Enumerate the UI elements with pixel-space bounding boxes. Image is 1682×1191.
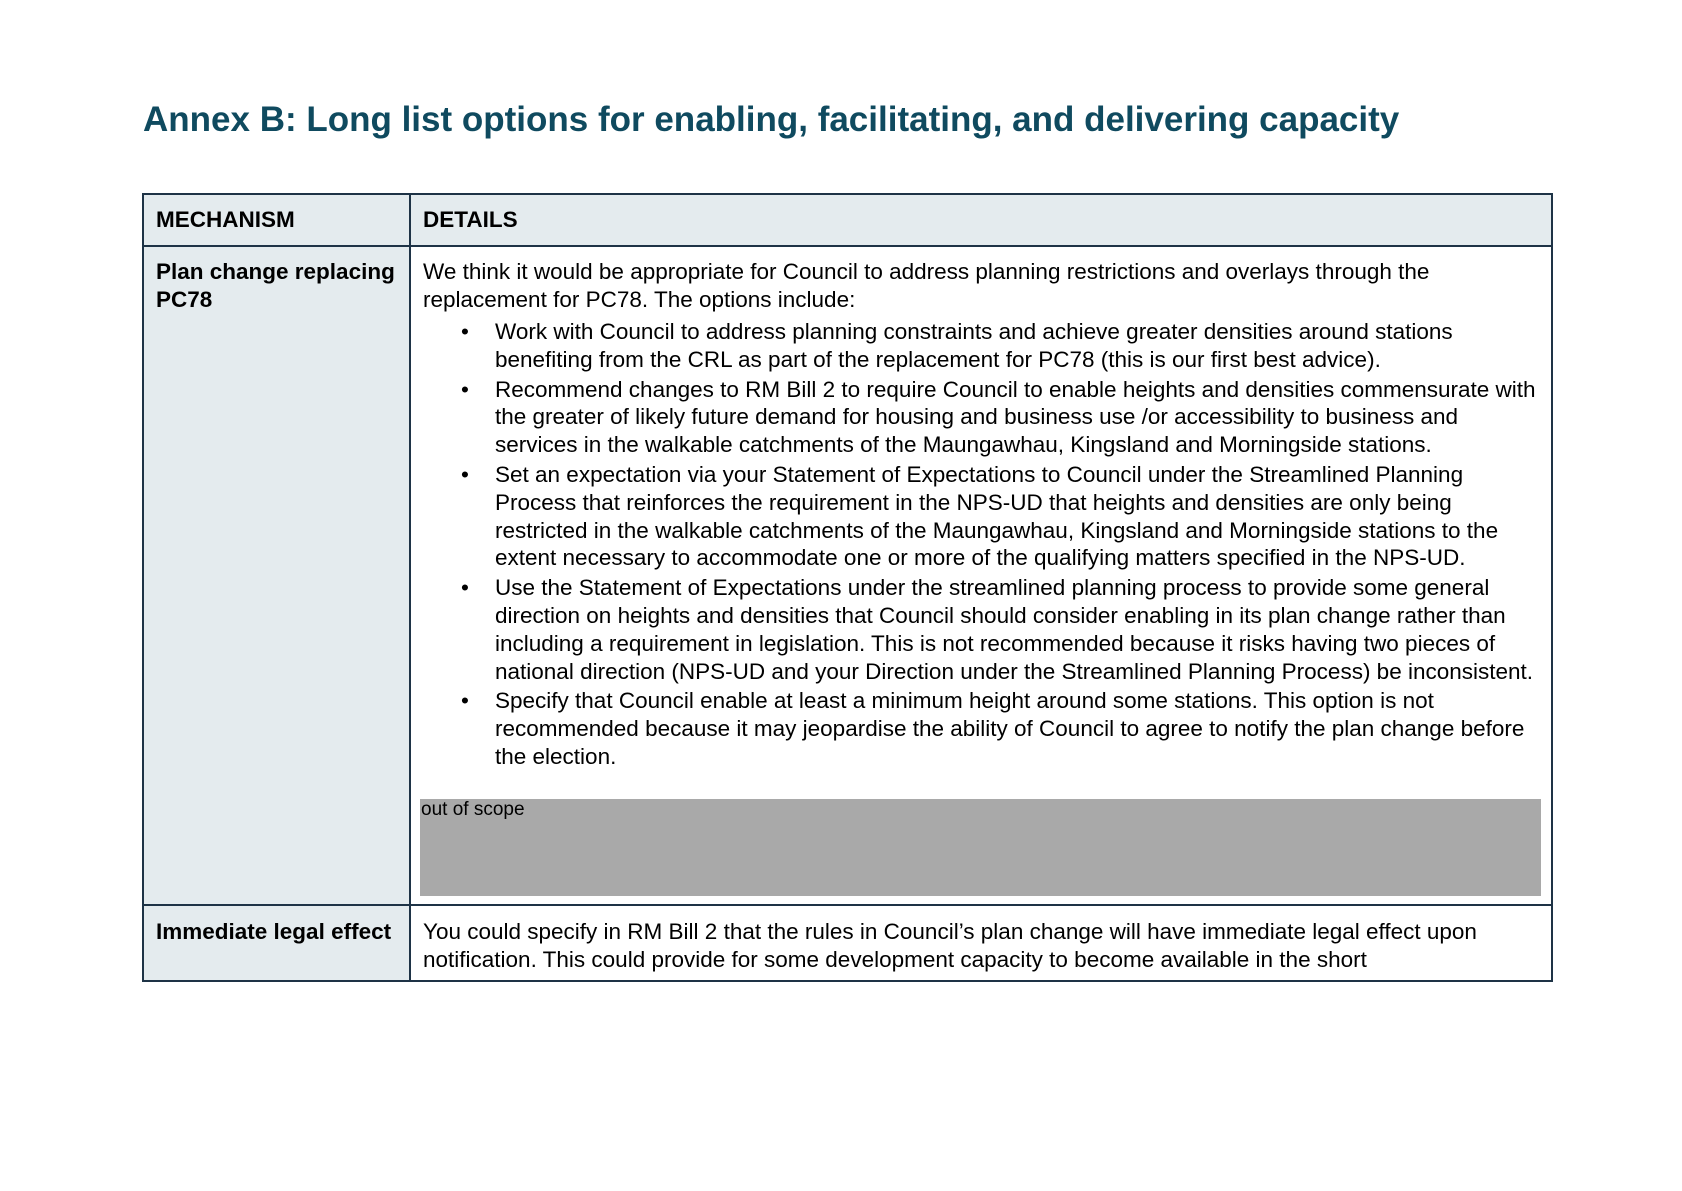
table-row <box>143 905 1552 981</box>
table-row <box>143 246 1552 905</box>
mechanism-cell: Immediate legal effect <box>143 905 410 981</box>
details-intro: You could specify in RM Bill 2 that the rules in Council’s plan change will have immediate legal effect upon notification. This could provide for some development capacity to become available in the short <box>423 918 1477 972</box>
details-column-header: DETAILS <box>410 194 1552 246</box>
mechanism-column-header: MECHANISM <box>143 194 410 246</box>
bullet-icon: • <box>461 575 469 601</box>
table-header-row <box>143 194 1552 246</box>
redaction-block <box>420 799 1541 896</box>
details-cell <box>410 246 1552 905</box>
list-item-text: Use the Statement of Expectations under the streamlined planning process to provide some general direction on heights and densities that Council should consider enabling in its plan change rather than including a requirement in legislation. This is not recommended because it risks having two pieces of national direction (NPS-UD and your Direction under the Streamlined Planning Process) be inconsistent. <box>495 575 1534 684</box>
details-cell <box>410 905 1552 981</box>
redaction-label: out of scope <box>421 798 525 820</box>
options-table <box>142 193 1553 982</box>
bullet-icon: • <box>461 688 469 714</box>
bullet-icon: • <box>461 319 469 344</box>
bullet-icon: • <box>461 376 469 402</box>
list-item <box>423 687 1541 770</box>
list-item <box>423 461 1541 572</box>
list-item-text: Set an expectation via your Statement of Expectations to Council under the Streamlined Planning Process that reinforces the requirement in the NPS-UD that heights and densities are only being restricted in the walkable catchments of the Maungawhau, Kingsland and Morningside stations to the extent necessary to accommodate one or more of the qualifying matters specified in the NPS-UD. <box>495 461 1499 571</box>
details-intro: We think it would be appropriate for Council to address planning restrictions and overlays through the replacement for PC78. The options include: <box>423 259 1430 312</box>
list-item <box>423 318 1541 374</box>
options-list <box>423 318 1541 771</box>
list-item <box>423 376 1541 459</box>
mechanism-cell: Plan change replacing PC78 <box>143 246 410 905</box>
page-title: Annex B: Long list options for enabling, facilitating, and delivering capacity <box>143 100 1400 139</box>
list-item <box>423 574 1541 685</box>
list-item-text: Work with Council to address planning constraints and achieve greater densities around stations benefiting from the CRL as part of the replacement for PC78 (this is our first best advice). <box>495 319 1453 372</box>
list-item-text: Specify that Council enable at least a minimum height around some stations. This option is not recommended because it may jeopardise the ability of Council to agree to notify the plan change before the election. <box>495 688 1525 769</box>
bullet-icon: • <box>461 461 469 487</box>
list-item-text: Recommend changes to RM Bill 2 to require Council to enable heights and densities commensurate with the greater of likely future demand for housing and business use /or accessibility to business and services in the walkable catchments of the Maungawhau, Kingsland and Morningside stations. <box>495 376 1536 458</box>
